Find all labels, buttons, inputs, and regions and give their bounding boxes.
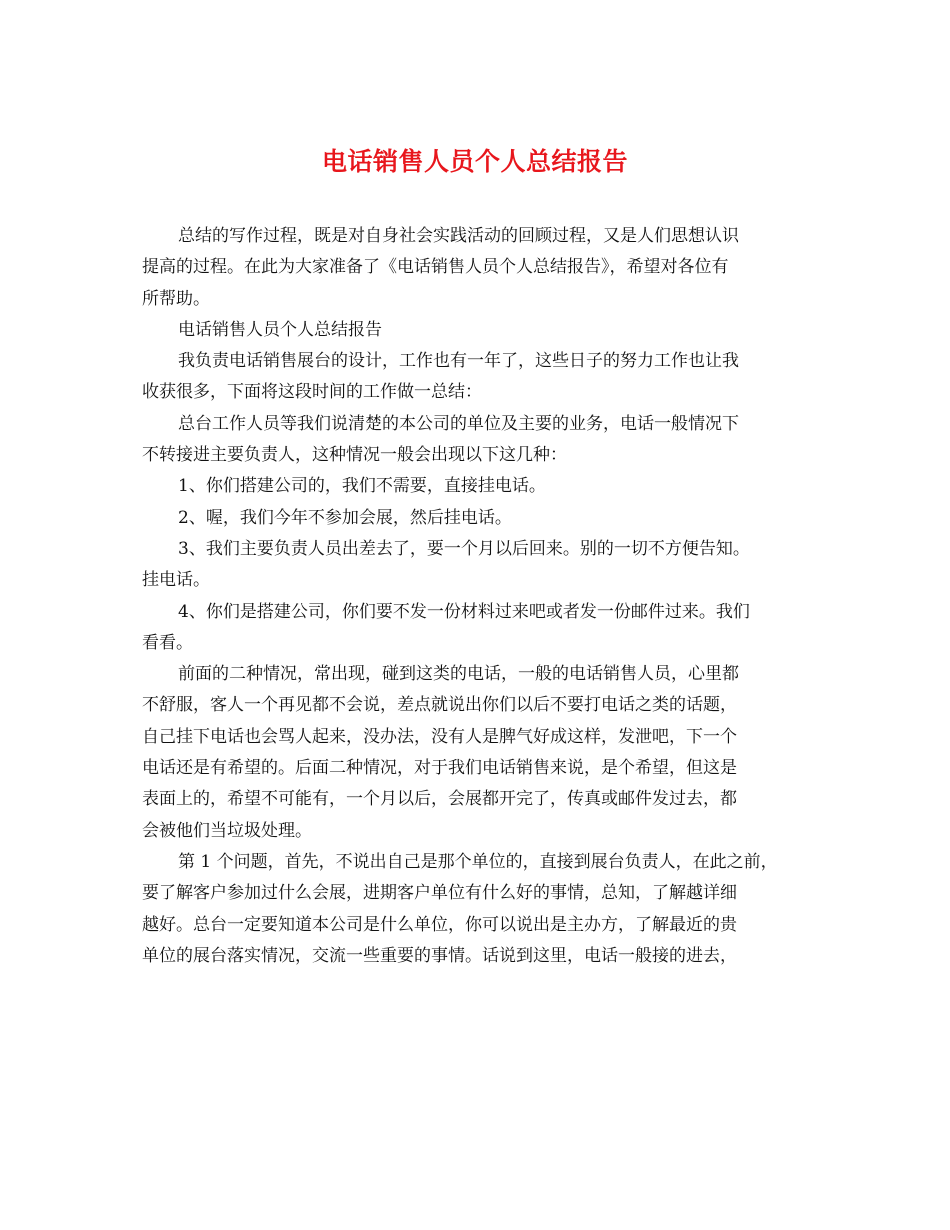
text-line: 3、我们主要负责人员出差去了，要一个月以后回来。别的一切不方便告知。	[178, 538, 750, 559]
text-line: 越好。总台一定要知道本公司是什么单位，你可以说出是主办方，了解最近的贵	[142, 914, 737, 935]
text-line: 单位的展台落实情况，交流一些重要的事情。话说到这里，电话一般接的进去，	[142, 945, 737, 966]
document-body	[142, 221, 842, 972]
text-line: 要了解客户参加过什么会展，进期客户单位有什么好的事情，总知，了解越详细	[142, 883, 737, 904]
text-line: 我负责电话销售展台的设计，工作也有一年了，这些日子的努力工作也让我	[178, 351, 739, 372]
text-line: 总台工作人员等我们说清楚的本公司的单位及主要的业务，电话一般情况下	[178, 413, 739, 434]
text-line: 自己挂下电话也会骂人起来，没办法，没有人是脾气好成这样，发泄吧，下一个	[142, 726, 737, 747]
text-line: 1、你们搭建公司的，我们不需要，直接挂电话。	[178, 476, 546, 497]
text-line: 电话销售人员个人总结报告	[178, 319, 382, 340]
text-line: 第 1 个问题，首先，不说出自己是那个单位的，直接到展台负责人，在此之前，	[178, 851, 778, 872]
text-line: 看看。	[142, 632, 193, 653]
text-line: 4、你们是搭建公司，你们要不发一份材料过来吧或者发一份邮件过来。我们	[178, 601, 750, 622]
text-line: 电话还是有希望的。后面二种情况，对于我们电话销售来说，是个希望，但这是	[142, 758, 737, 779]
text-line: 提高的过程。在此为大家准备了《电话销售人员个人总结报告》，希望对各位有	[142, 257, 729, 278]
text-line: 挂电话。	[142, 570, 210, 591]
text-line: 所帮助。	[142, 288, 210, 309]
text-line: 会被他们当垃圾处理。	[142, 820, 312, 841]
text-line: 总结的写作过程，既是对自身社会实践活动的回顾过程，又是人们思想认识	[178, 226, 739, 246]
text-line: 不舒服，客人一个再见都不会说，差点就说出你们以后不要打电话之类的话题，	[142, 695, 737, 716]
text-line: 2、喔，我们今年不参加会展，然后挂电话。	[178, 507, 512, 528]
text-line: 收获很多，下面将这段时间的工作做一总结：	[142, 382, 482, 403]
text-line: 表面上的，希望不可能有，一个月以后，会展都开完了，传真或邮件发过去，都	[142, 789, 737, 810]
document-title: 电话销售人员个人总结报告	[321, 147, 628, 176]
text-line: 不转接进主要负责人，这种情况一般会出现以下这几种：	[142, 445, 567, 466]
text-line: 前面的二种情况，常出现，碰到这类的电话，一般的电话销售人员，心里都	[178, 664, 739, 685]
